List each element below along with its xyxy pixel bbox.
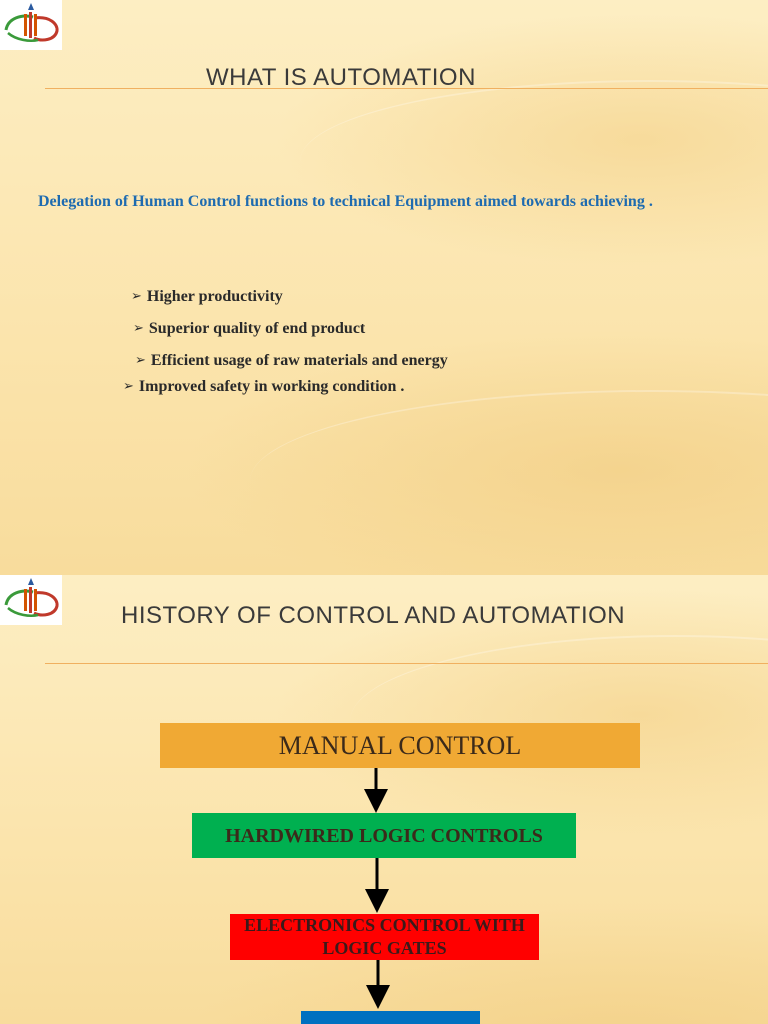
flow-step-electronics-control xyxy=(230,914,539,960)
list-item xyxy=(131,288,283,306)
bullet-text: Higher productivity xyxy=(146,288,283,305)
bullet-text: Superior quality of end product xyxy=(148,320,366,337)
page-title: WHAT IS AUTOMATION xyxy=(206,64,476,91)
page-title: HISTORY OF CONTROL AND AUTOMATION xyxy=(121,602,626,629)
flow-step-label: ELECTRONICS CONTROL WITH LOGIC GATES xyxy=(244,915,525,958)
arrowhead-bullet-icon: ➢ xyxy=(131,289,142,304)
bullet-text: Improved safety in working condition . xyxy=(138,378,405,395)
arrowhead-bullet-icon: ➢ xyxy=(123,379,134,394)
list-item xyxy=(123,378,404,396)
flow-step-label: MANUAL CONTROL xyxy=(278,730,522,760)
flow-step-next xyxy=(301,1011,480,1024)
slide-history-of-control xyxy=(0,575,768,1024)
background-swoosh xyxy=(300,80,768,242)
flow-step-manual-control xyxy=(160,723,640,768)
arrowhead-bullet-icon: ➢ xyxy=(133,321,144,336)
bullet-text: Efficient usage of raw materials and energy xyxy=(150,352,448,369)
flow-step-label: HARDWIRED LOGIC CONTROLS xyxy=(225,824,543,847)
list-item xyxy=(133,320,365,338)
flow-step-hardwired-logic xyxy=(192,813,576,858)
institute-logo-icon xyxy=(0,0,62,50)
background-swoosh xyxy=(250,390,768,572)
list-item xyxy=(135,352,448,370)
intro-text: Delegation of Human Control functions to technical Equipment aimed towards achieving . xyxy=(38,193,653,210)
arrowhead-bullet-icon: ➢ xyxy=(135,353,146,368)
